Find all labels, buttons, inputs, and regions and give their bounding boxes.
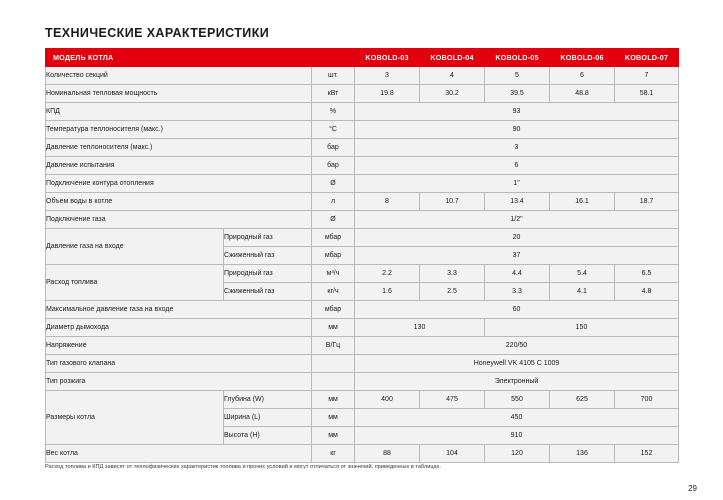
row-label: Расход топлива <box>46 265 224 301</box>
row-value: 5.4 <box>550 265 615 283</box>
row-label: Объем воды в котле <box>46 193 312 211</box>
row-value: 6.5 <box>615 265 679 283</box>
row-value: 400 <box>355 391 420 409</box>
footnote: Расход топлива и КПД зависят от теплофизических характеристик топлива и прочих условий и могут отличаться от значений, приведенных в таблицах. <box>45 464 442 470</box>
row-unit: мбар <box>312 247 355 265</box>
spec-table-wrapper <box>45 48 678 463</box>
table-header-row <box>46 49 679 67</box>
row-value: 19.8 <box>355 85 420 103</box>
row-value: 475 <box>420 391 485 409</box>
table-row <box>46 121 679 139</box>
row-value: 10.7 <box>420 193 485 211</box>
row-value: 3 <box>355 67 420 85</box>
row-value: 910 <box>355 427 679 445</box>
row-label: Тип газового клапана <box>46 355 312 373</box>
row-unit: шт. <box>312 67 355 85</box>
row-sublabel: Глубина (W) <box>224 391 312 409</box>
row-value: 5 <box>485 67 550 85</box>
row-value: 104 <box>420 445 485 463</box>
row-value: 2.2 <box>355 265 420 283</box>
row-value: 220/50 <box>355 337 679 355</box>
row-value: 550 <box>485 391 550 409</box>
row-unit: л <box>312 193 355 211</box>
spec-table <box>45 48 679 463</box>
row-sublabel: Ширина (L) <box>224 409 312 427</box>
row-sublabel: Сжиженный газ <box>224 283 312 301</box>
row-unit: кг <box>312 445 355 463</box>
table-row <box>46 265 679 283</box>
table-row <box>46 175 679 193</box>
row-value: 20 <box>355 229 679 247</box>
row-value: 18.7 <box>615 193 679 211</box>
table-row <box>46 211 679 229</box>
row-label: Максимальное давление газа на входе <box>46 301 312 319</box>
table-row <box>46 319 679 337</box>
row-label: Количество секций <box>46 67 312 85</box>
row-value: Honeywell VK 4105 C 1009 <box>355 355 679 373</box>
row-unit: Ø <box>312 175 355 193</box>
row-unit: м³/ч <box>312 265 355 283</box>
row-label: Размеры котла <box>46 391 224 445</box>
row-unit: % <box>312 103 355 121</box>
row-value: 136 <box>550 445 615 463</box>
table-row <box>46 445 679 463</box>
row-value: 48.8 <box>550 85 615 103</box>
row-value: 130 <box>355 319 485 337</box>
row-value: 4.4 <box>485 265 550 283</box>
row-value: 152 <box>615 445 679 463</box>
row-unit <box>312 373 355 391</box>
row-unit: мбар <box>312 301 355 319</box>
row-value: 6 <box>550 67 615 85</box>
row-value: 3.3 <box>485 283 550 301</box>
row-unit: мм <box>312 319 355 337</box>
row-value: 700 <box>615 391 679 409</box>
row-value: 88 <box>355 445 420 463</box>
row-value: 3 <box>355 139 679 157</box>
row-value: 1.6 <box>355 283 420 301</box>
row-label: Номинальная тепловая мощность <box>46 85 312 103</box>
spec-table-head <box>46 49 679 67</box>
table-row <box>46 355 679 373</box>
header-model-1: KOBOLD-03 <box>355 49 420 67</box>
row-label: Вес котла <box>46 445 312 463</box>
header-model-2: KOBOLD-04 <box>420 49 485 67</box>
row-value: 39.5 <box>485 85 550 103</box>
row-sublabel: Высота (H) <box>224 427 312 445</box>
table-row <box>46 85 679 103</box>
row-label: Давление газа на входе <box>46 229 224 265</box>
row-value: 58.1 <box>615 85 679 103</box>
page-number: 29 <box>688 484 697 493</box>
row-value: 93 <box>355 103 679 121</box>
row-value: 150 <box>485 319 679 337</box>
table-row <box>46 193 679 211</box>
spec-table-body <box>46 67 679 463</box>
row-sublabel: Сжиженный газ <box>224 247 312 265</box>
row-value: 30.2 <box>420 85 485 103</box>
row-value: 1" <box>355 175 679 193</box>
table-row <box>46 67 679 85</box>
table-row <box>46 103 679 121</box>
row-value: 450 <box>355 409 679 427</box>
row-sublabel: Природный газ <box>224 229 312 247</box>
row-unit: мм <box>312 427 355 445</box>
header-model-3: KOBOLD-05 <box>485 49 550 67</box>
table-row <box>46 139 679 157</box>
row-value: 16.1 <box>550 193 615 211</box>
row-value: Электронный <box>355 373 679 391</box>
row-unit: бар <box>312 139 355 157</box>
row-unit: бар <box>312 157 355 175</box>
row-value: 37 <box>355 247 679 265</box>
row-value: 120 <box>485 445 550 463</box>
row-value: 2.5 <box>420 283 485 301</box>
table-row <box>46 373 679 391</box>
page-title: ТЕХНИЧЕСКИЕ ХАРАКТЕРИСТИКИ <box>45 26 270 40</box>
row-value: 4.1 <box>550 283 615 301</box>
row-unit: мм <box>312 409 355 427</box>
row-unit <box>312 355 355 373</box>
table-row <box>46 337 679 355</box>
row-unit: мм <box>312 391 355 409</box>
table-row <box>46 391 679 409</box>
row-unit: кг/ч <box>312 283 355 301</box>
row-label: Напряжение <box>46 337 312 355</box>
row-unit: кВт <box>312 85 355 103</box>
row-value: 4 <box>420 67 485 85</box>
row-label: Диаметр дымохода <box>46 319 312 337</box>
row-unit: В/Гц <box>312 337 355 355</box>
row-value: 60 <box>355 301 679 319</box>
row-label: Подключение газа <box>46 211 312 229</box>
table-row <box>46 157 679 175</box>
row-unit: мбар <box>312 229 355 247</box>
header-model-4: KOBOLD-06 <box>550 49 615 67</box>
row-value: 8 <box>355 193 420 211</box>
row-value: 625 <box>550 391 615 409</box>
row-value: 6 <box>355 157 679 175</box>
row-label: Тип розжига <box>46 373 312 391</box>
row-value: 7 <box>615 67 679 85</box>
row-sublabel: Природный газ <box>224 265 312 283</box>
row-label: Подключение контура отопления <box>46 175 312 193</box>
row-value: 1/2" <box>355 211 679 229</box>
row-value: 3.3 <box>420 265 485 283</box>
row-label: Температура теплоносителя (макс.) <box>46 121 312 139</box>
row-value: 90 <box>355 121 679 139</box>
table-row <box>46 301 679 319</box>
row-value: 4.8 <box>615 283 679 301</box>
row-unit: Ø <box>312 211 355 229</box>
row-unit: °C <box>312 121 355 139</box>
table-row <box>46 229 679 247</box>
row-label: Давление теплоносителя (макс.) <box>46 139 312 157</box>
header-model-boiler: МОДЕЛЬ КОТЛА <box>46 49 355 67</box>
row-label: Давление испытания <box>46 157 312 175</box>
row-value: 13.4 <box>485 193 550 211</box>
row-label: КПД <box>46 103 312 121</box>
header-model-5: KOBOLD-07 <box>615 49 679 67</box>
